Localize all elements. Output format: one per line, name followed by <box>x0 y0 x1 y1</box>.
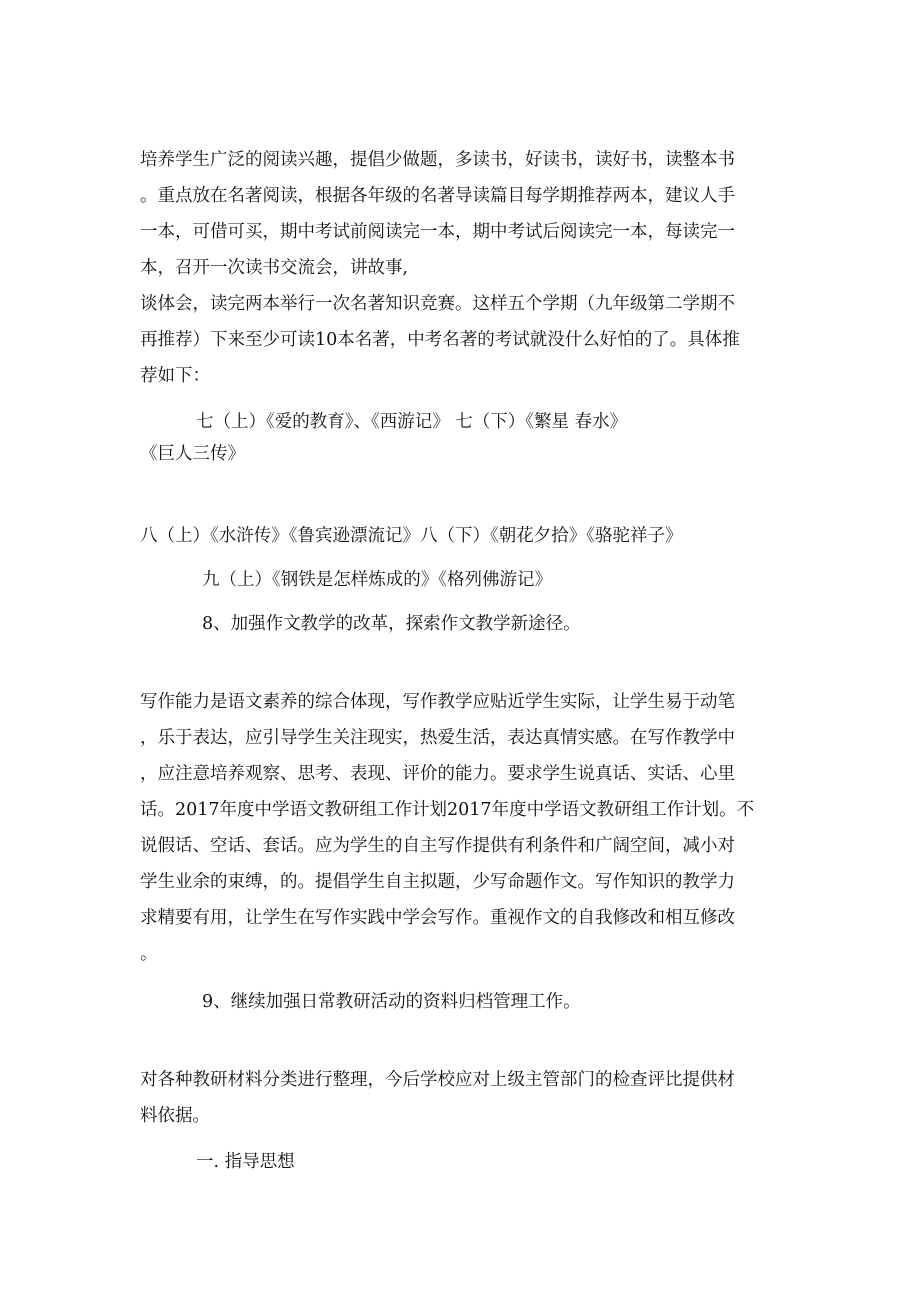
text-line: 。重点放在名著阅读，根据各年级的名著导读篇目每学期推荐两本，建议人手 <box>140 186 735 206</box>
text-line: 荐如下： <box>140 366 210 386</box>
text-line: ，乐于表达，应引导学生关注现实，热爱生活，表达真情实感。在写作教学中 <box>140 728 735 748</box>
text-line: 求精要有用，让学生在写作实践中学会写作。重视作文的自我修改和相互修改 <box>140 908 735 928</box>
section-heading-8: 8、加强作文教学的改革，探索作文教学新途径。 <box>202 614 581 634</box>
text-line: 本，召开一次读书交流会，讲故事, <box>140 258 409 278</box>
section-heading-guiding-thought: 一. 指导思想 <box>196 1152 295 1172</box>
text-line: 学生业余的束缚，的。提倡学生自主拟题，少写命题作文。写作知识的教学力 <box>140 872 735 892</box>
text-line: 对各种教研材料分类进行整理，今后学校应对上级主管部门的检查评比提供材 <box>140 1070 735 1090</box>
text-line: 。 <box>140 944 158 964</box>
book-list-grade7-continued: 《巨人三传》 <box>140 444 245 464</box>
book-list-grade7: 七（上）《爱的教育》、《西游记》 七（下）《繁星 春水》 <box>196 412 628 432</box>
book-list-grade9: 九（上）《钢铁是怎样炼成的》《格列佛游记》 <box>202 570 552 590</box>
text-line: 谈体会，读完两本举行一次名著知识竞赛。这样五个学期（九年级第二学期不 <box>140 294 735 314</box>
text-line: 一本，可借可买，期中考试前阅读完一本，期中考试后阅读完一本，每读完一 <box>140 222 735 242</box>
section-heading-9: 9、继续加强日常教研活动的资料归档管理工作。 <box>202 992 581 1012</box>
book-list-grade8: 八（上）《水浒传》《鲁宾逊漂流记》八（下）《朝花夕拾》《骆驼祥子》 <box>140 526 683 546</box>
text-line: ，应注意培养观察、思考、表现、评价的能力。要求学生说真话、实话、心里 <box>140 764 735 784</box>
text-line: 说假话、空话、套话。应为学生的自主写作提供有利条件和广阔空间，减小对 <box>140 836 735 856</box>
text-line: 再推荐）下来至少可读10本名著，中考名著的考试就没什么好怕的了。具体推 <box>140 330 740 350</box>
text-line: 话。2017年度中学语文教研组工作计划2017年度中学语文教研组工作计划。不 <box>140 800 755 820</box>
text-line: 料依据。 <box>140 1106 210 1126</box>
text-line: 写作能力是语文素养的综合体现，写作教学应贴近学生实际，让学生易于动笔 <box>140 692 735 712</box>
text-line: 培养学生广泛的阅读兴趣，提倡少做题，多读书，好读书，读好书，读整本书 <box>140 150 735 170</box>
